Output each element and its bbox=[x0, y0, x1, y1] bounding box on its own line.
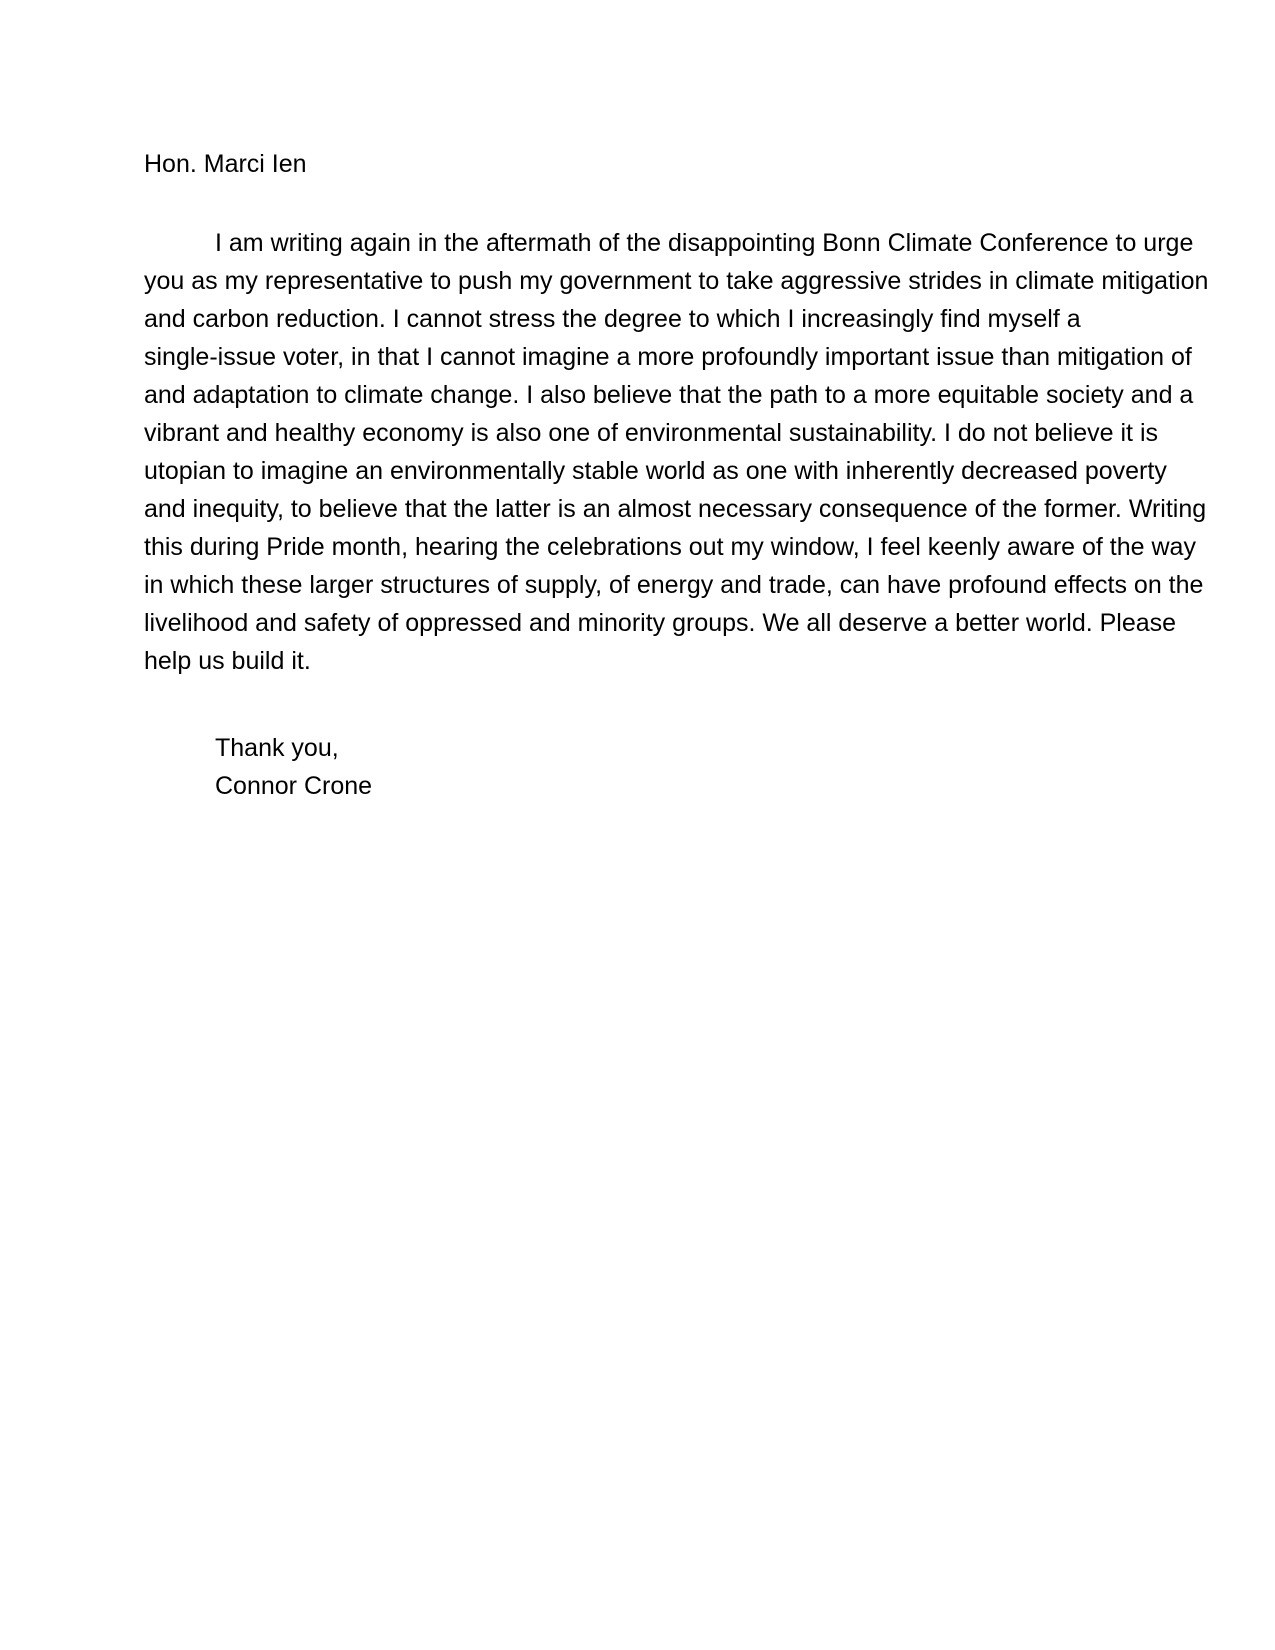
letter-body-line: in which these larger structures of supply, of energy and trade, can have profound effects on the bbox=[144, 571, 1204, 599]
letter-body-line: you as my representative to push my government to take aggressive strides in climate mitigation bbox=[144, 267, 1209, 295]
letter-closing-block bbox=[144, 729, 372, 805]
letter-body-line: this during Pride month, hearing the celebrations out my window, I feel keenly aware of the way bbox=[144, 533, 1196, 561]
letter-body-line: and inequity, to believe that the latter is an almost necessary consequence of the former. Writing bbox=[144, 495, 1207, 523]
signature-name: Connor Crone bbox=[215, 772, 373, 800]
letter-body-line: single-issue voter, in that I cannot imagine a more profoundly important issue than mitigation of bbox=[144, 343, 1192, 371]
letter-body-line: I am writing again in the aftermath of the disappointing Bonn Climate Conference to urge bbox=[215, 229, 1194, 257]
letter-body-line: livelihood and safety of oppressed and minority groups. We all deserve a better world. Please bbox=[144, 609, 1177, 637]
closing-phrase: Thank you, bbox=[215, 734, 339, 762]
salutation: Hon. Marci Ien bbox=[144, 150, 307, 178]
letter-body-line: and carbon reduction. I cannot stress the degree to which I increasingly find myself a bbox=[144, 305, 1081, 333]
letter-body-line: help us build it. bbox=[144, 647, 311, 675]
letter-body-line: and adaptation to climate change. I also believe that the path to a more equitable society and a bbox=[144, 381, 1194, 409]
letter-body-line: vibrant and healthy economy is also one of environmental sustainability. I do not believe it is bbox=[144, 419, 1159, 447]
letter-body-line: utopian to imagine an environmentally stable world as one with inherently decreased poverty bbox=[144, 457, 1167, 485]
letter-body-paragraph bbox=[144, 224, 1209, 680]
